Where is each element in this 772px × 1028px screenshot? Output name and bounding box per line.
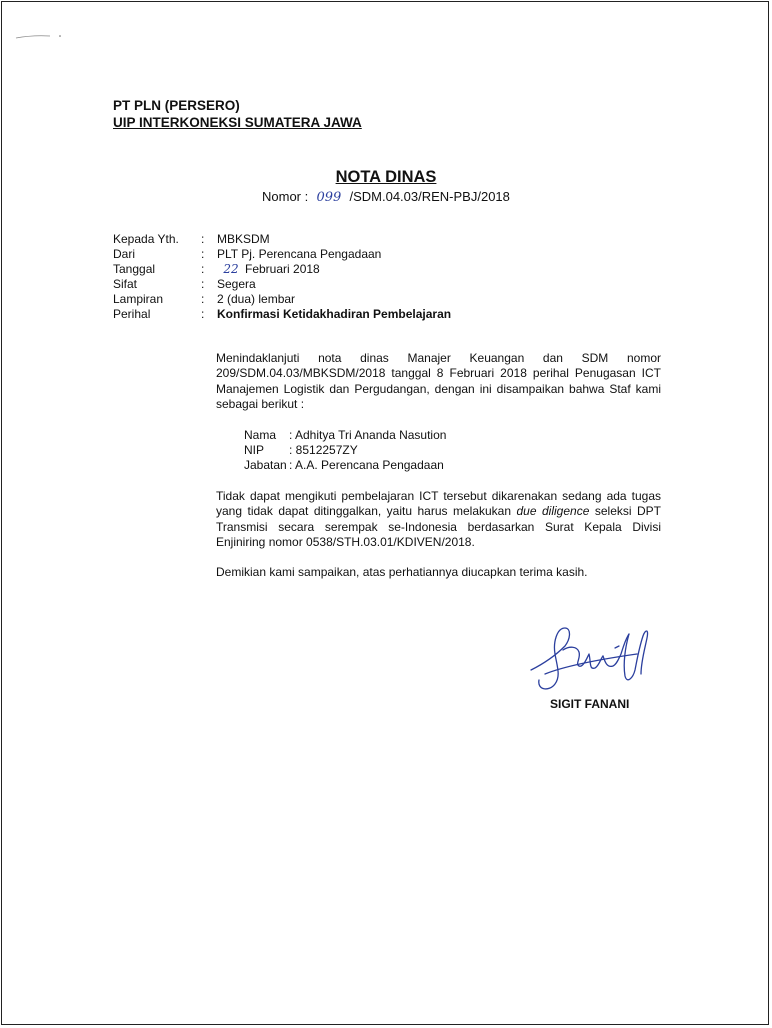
- signature-icon: [525, 618, 660, 703]
- company-header: [113, 97, 362, 131]
- meta-value: Segera: [217, 277, 256, 291]
- meta-colon: :: [201, 292, 205, 306]
- meta-row-sifat: [113, 277, 451, 292]
- meta-row-lampiran: [113, 292, 451, 307]
- meta-label: Lampiran: [113, 292, 164, 306]
- staff-value: : 8512257ZY: [289, 443, 358, 457]
- p2-italic-term: due diligence: [516, 504, 590, 519]
- staff-row-nip: [244, 443, 446, 458]
- memo-meta: [113, 232, 451, 322]
- handwritten-number: 099: [316, 190, 342, 205]
- document-number: [262, 189, 510, 205]
- meta-row-kepada: [113, 232, 451, 247]
- meta-row-tanggal: [113, 262, 451, 277]
- meta-value: PLT Pj. Perencana Pengadaan: [217, 247, 382, 261]
- meta-value: MBKSDM: [217, 232, 270, 246]
- scan-mark: [14, 30, 64, 42]
- meta-label: Sifat: [113, 277, 138, 291]
- meta-colon: :: [201, 307, 205, 321]
- date-month-year: Februari 2018: [245, 262, 320, 276]
- staff-row-name: [244, 428, 446, 443]
- number-suffix: /SDM.04.03/REN-PBJ/2018: [349, 189, 510, 204]
- meta-label: Dari: [113, 247, 136, 261]
- meta-row-perihal: [113, 307, 451, 322]
- document-title: NOTA DINAS: [335, 168, 437, 186]
- staff-label: NIP: [244, 443, 265, 457]
- p2-text-after: seleksi DPT Transmisi secara serempak se-Indonesia berdasarkan Surat Kepala Divisi Enjiniring nomor 0538/STH.03.01/KDIVEN/2018.: [216, 504, 662, 549]
- meta-row-dari: [113, 247, 451, 262]
- meta-label: Tanggal: [113, 262, 156, 276]
- meta-colon: :: [201, 232, 205, 246]
- meta-value: Konfirmasi Ketidakhadiran Pembelajaran: [217, 307, 452, 321]
- meta-colon: :: [201, 277, 205, 291]
- body-paragraph-2: [216, 489, 661, 550]
- staff-value: : Adhitya Tri Ananda Nasution: [289, 428, 447, 442]
- meta-label: Kepada Yth.: [113, 232, 179, 246]
- staff-details: [244, 428, 446, 473]
- body-paragraph-3: Demikian kami sampaikan, atas perhatiannya diucapkan terima kasih.: [216, 565, 588, 579]
- handwritten-day: 22: [223, 262, 239, 276]
- company-name: PT PLN (PERSERO): [113, 98, 240, 113]
- meta-colon: :: [201, 247, 205, 261]
- staff-label: Nama: [244, 428, 277, 442]
- meta-label: Perihal: [113, 307, 151, 321]
- company-unit: UIP INTERKONEKSI SUMATERA JAWA: [113, 115, 362, 130]
- staff-value: : A.A. Perencana Pengadaan: [289, 458, 444, 472]
- staff-label: Jabatan: [244, 458, 287, 472]
- signer-name: SIGIT FANANI: [550, 697, 630, 711]
- meta-value: [217, 262, 320, 277]
- meta-value: 2 (dua) lembar: [217, 292, 296, 306]
- number-label: Nomor :: [262, 189, 309, 204]
- meta-colon: :: [201, 262, 205, 276]
- body-paragraph-1: Menindaklanjuti nota dinas Manajer Keuangan dan SDM nomor 209/SDM.04.03/MBKSDM/2018 tanggal 8 Februari 2018 perihal Penugasan ICT Manajemen Logistik dan Pergudangan, dengan ini disampaikan bahwa Staf kami sebagai berikut :: [216, 351, 661, 411]
- p2-text-before: Tidak dapat mengikuti pembelajaran ICT tersebut dikarenakan sedang ada tugas yang tidak dapat ditinggalkan, yaitu harus melakukan: [216, 489, 661, 519]
- staff-row-jabatan: [244, 458, 446, 473]
